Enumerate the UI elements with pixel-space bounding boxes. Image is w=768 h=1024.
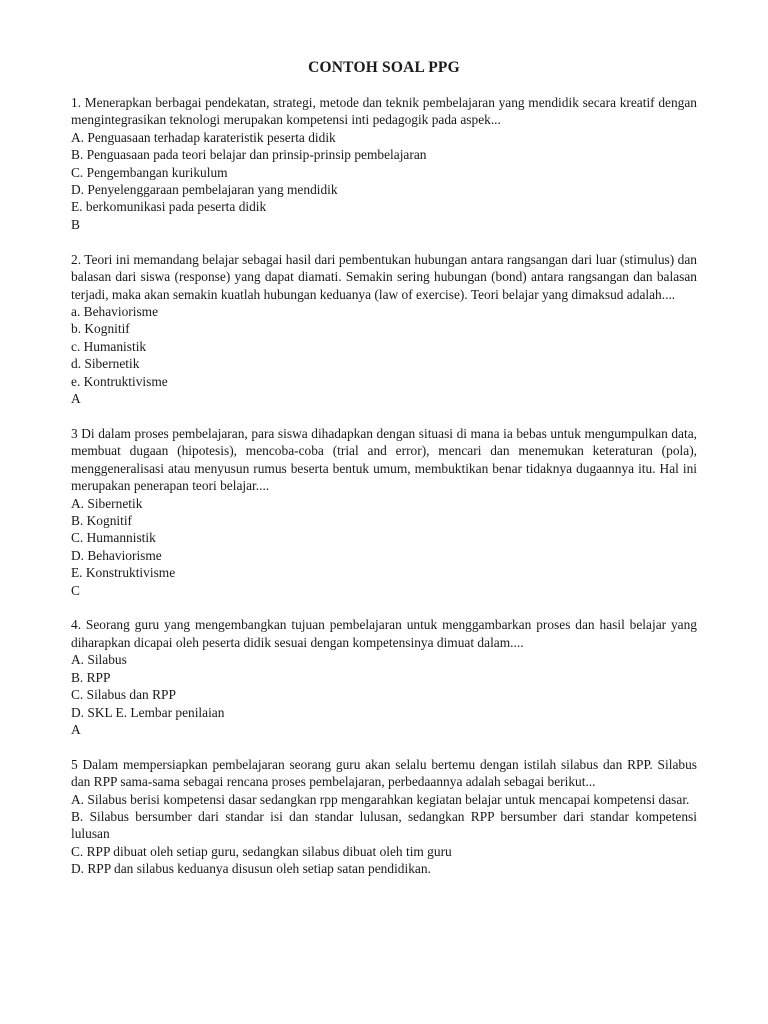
question-text: 3 Di dalam proses pembelajaran, para siswa dihadapkan dengan situasi di mana ia bebas untuk mengumpulkan data, membuat dugaan (hipotesis), mencoba-coba (trial and error), mencari dan menemukan keteraturan (pola), menggeneralisasi atau menyusun rumus beserta bentuk umum, membuktikan benar tidaknya dugaannya itu. Hal ini merupakan penerapan teori belajar....: [71, 425, 697, 494]
option-e: e. Kontruktivisme: [71, 373, 168, 389]
answer-key: A: [71, 391, 81, 406]
option-c: C. Pengembangan kurikulum: [71, 164, 228, 180]
option-d: D. Penyelenggaraan pembelajaran yang mendidik: [71, 182, 338, 198]
option-c: C. Humannistik: [71, 530, 156, 546]
question-1: [71, 94, 697, 233]
answer-key: B: [71, 216, 80, 232]
option-b: b. Kognitif: [71, 321, 130, 337]
option-a: A. Silabus: [71, 652, 127, 668]
option-d-e: D. SKL E. Lembar penilaian: [71, 704, 225, 720]
question-5: [71, 756, 697, 878]
option-a: a. Behaviorisme: [71, 303, 159, 319]
answer-key: C: [71, 582, 80, 598]
question-4: [71, 616, 697, 738]
question-text: 2. Teori ini memandang belajar sebagai hasil dari pembentukan hubungan antara rangsangan dari luar (stimulus) dan balasan dari siswa (response) yang dapat diamati. Semakin sering hubungan (bond) antara rangsangan dan balasan terjadi, maka akan semakin kuatlah hubungan keduanya (law of exercise). Teori belajar yang dimaksud adalah....: [71, 251, 697, 302]
question-text: 1. Menerapkan berbagai pendekatan, strategi, metode dan teknik pembelajaran yang mendidik secara kreatif dengan mengintegrasikan teknologi merupakan kompetensi inti pedagogik pada aspek...: [71, 95, 697, 128]
question-text: 4. Seorang guru yang mengembangkan tujuan pembelajaran untuk menggambarkan proses dan hasil belajar yang diharapkan dicapai oleh peserta didik sesuai dengan kompetensinya dimuat dalam....: [71, 617, 697, 650]
option-c: C. Silabus dan RPP: [71, 687, 176, 703]
option-e: E. berkomunikasi pada peserta didik: [71, 199, 267, 215]
page-title: CONTOH SOAL PPG: [308, 59, 460, 76]
option-b: B. Kognitif: [71, 512, 133, 528]
option-d: D. RPP dan silabus keduanya disusun oleh setiap satan pendidikan.: [71, 861, 431, 877]
option-d: D. Behaviorisme: [71, 547, 162, 563]
question-2: [71, 251, 697, 408]
option-a: A. Penguasaan terhadap karateristik peserta didik: [71, 129, 336, 145]
question-text: 5 Dalam mempersiapkan pembelajaran seorang guru akan selalu bertemu dengan istilah silabus dan RPP. Silabus dan RPP sama-sama sebagai rencana proses pembelajaran, perbedaannya adalah sebagai berikut...: [71, 756, 697, 790]
option-d: d. Sibernetik: [71, 356, 140, 372]
option-b: B. Silabus bersumber dari standar isi dan standar lulusan, sedangkan RPP bersumber dari standar kompetensi lulusan: [71, 809, 697, 842]
option-a: A. Silabus berisi kompetensi dasar sedangkan rpp mengarahkan kegiatan belajar untuk mencapai kompetensi dasar.: [71, 791, 690, 807]
option-e: E. Konstruktivisme: [71, 565, 176, 581]
option-b: B. Penguasaan pada teori belajar dan prinsip-prinsip pembelajaran: [71, 147, 427, 163]
option-c: C. RPP dibuat oleh setiap guru, sedangkan silabus dibuat oleh tim guru: [71, 843, 452, 859]
option-a: A. Sibernetik: [71, 495, 143, 511]
answer-key: A: [71, 721, 81, 737]
option-c: c. Humanistik: [71, 338, 147, 354]
option-b: B. RPP: [71, 669, 111, 685]
question-3: [71, 425, 697, 599]
